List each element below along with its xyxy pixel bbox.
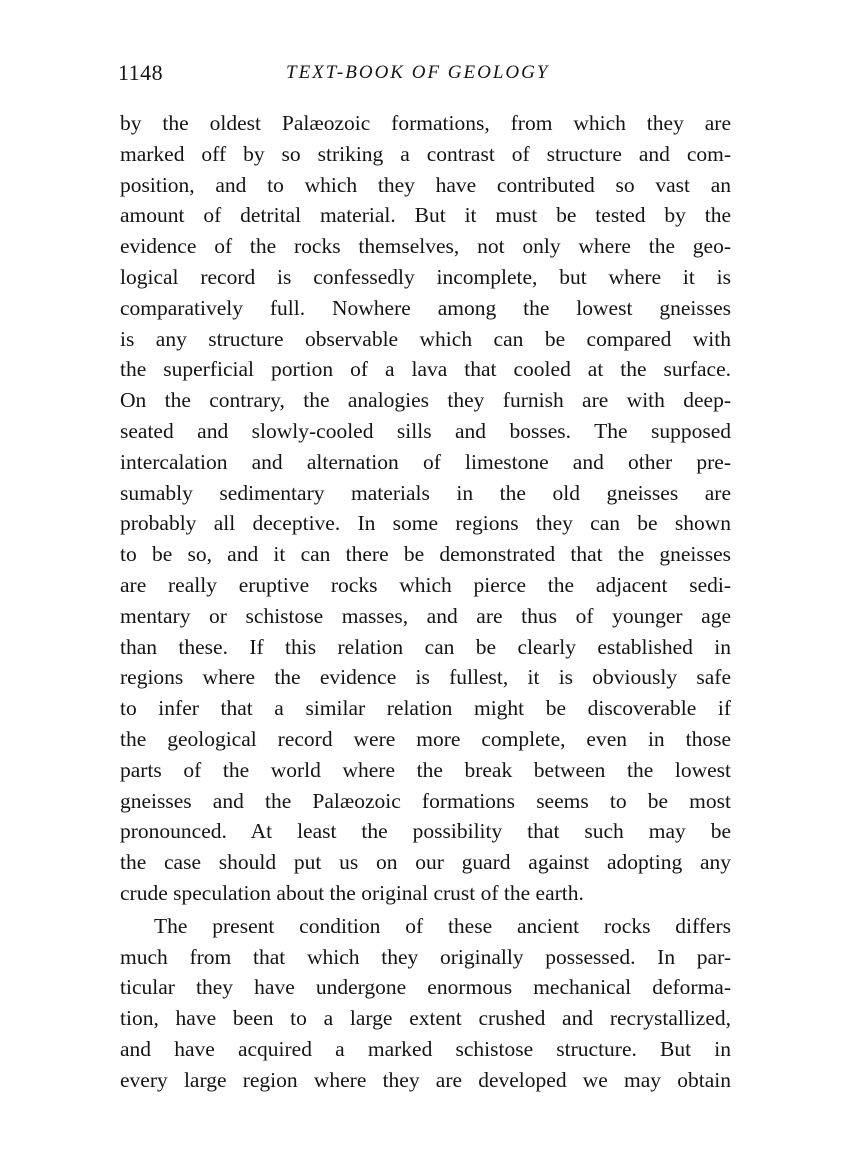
text-line: the geological record were more complete, even in those xyxy=(120,726,731,751)
text-line: by the oldest Palæozoic formations, from which they are xyxy=(120,111,731,135)
body-text xyxy=(120,108,731,1096)
text-line: parts of the world where the break between the lowest xyxy=(120,757,731,782)
running-title: TEXT-BOOK OF GEOLOGY xyxy=(286,62,550,83)
text-line: seated and slowly-cooled sills and bosses. The supposed xyxy=(120,418,731,443)
text-line: crude speculation about the original crust of the earth. xyxy=(120,880,584,905)
text-line: the case should put us on our guard against adopting any xyxy=(120,850,731,875)
text-line: amount of detrital material. But it must be tested by the xyxy=(120,203,731,228)
text-line: mentary or schistose masses, and are thus of younger age xyxy=(120,603,731,628)
text-line: to infer that a similar relation might be discoverable if xyxy=(120,696,731,721)
text-line: position, and to which they have contributed so vast an xyxy=(120,172,731,197)
paragraph xyxy=(120,911,731,1096)
text-line: and have acquired a marked schistose structure. But in xyxy=(120,1036,731,1061)
text-line: the superficial portion of a lava that cooled at the surface. xyxy=(120,357,731,382)
text-line: ticular they have undergone enormous mechanical deforma- xyxy=(120,975,731,1000)
text-line: much from that which they originally possessed. In par- xyxy=(120,944,731,969)
text-line: evidence of the rocks themselves, not only where the geo- xyxy=(120,234,731,259)
text-line: logical record is confessedly incomplete, but where it is xyxy=(120,264,731,289)
text-line: intercalation and alternation of limestone and other pre- xyxy=(120,449,731,474)
text-line: than these. If this relation can be clearly established in xyxy=(120,634,731,659)
text-line: probably all deceptive. In some regions they can be shown xyxy=(120,511,731,536)
text-line: gneisses and the Palæozoic formations seems to be most xyxy=(120,788,731,813)
text-line: comparatively full. Nowhere among the lowest gneisses xyxy=(120,295,731,320)
text-line: are really eruptive rocks which pierce the adjacent sedi- xyxy=(120,572,731,597)
paragraph xyxy=(120,108,731,909)
text-line: is any structure observable which can be compared with xyxy=(120,326,731,351)
text-line: sumably sedimentary materials in the old gneisses are xyxy=(120,480,731,505)
page-number: 1148 xyxy=(118,60,164,85)
text-line: every large region where they are developed we may obtain xyxy=(120,1067,731,1092)
text-line: to be so, and it can there be demonstrated that the gneisses xyxy=(120,542,731,567)
running-head xyxy=(118,60,738,92)
text-line: regions where the evidence is fullest, it is obviously safe xyxy=(120,665,731,690)
text-line: tion, have been to a large extent crushed and recrystallized, xyxy=(120,1006,731,1031)
text-line: marked off by so striking a contrast of structure and com- xyxy=(120,141,731,166)
text-line: The present condition of these ancient rocks differs xyxy=(154,913,731,938)
text-line: pronounced. At least the possibility that such may be xyxy=(120,819,731,844)
text-line: On the contrary, the analogies they furnish are with deep- xyxy=(120,388,731,413)
